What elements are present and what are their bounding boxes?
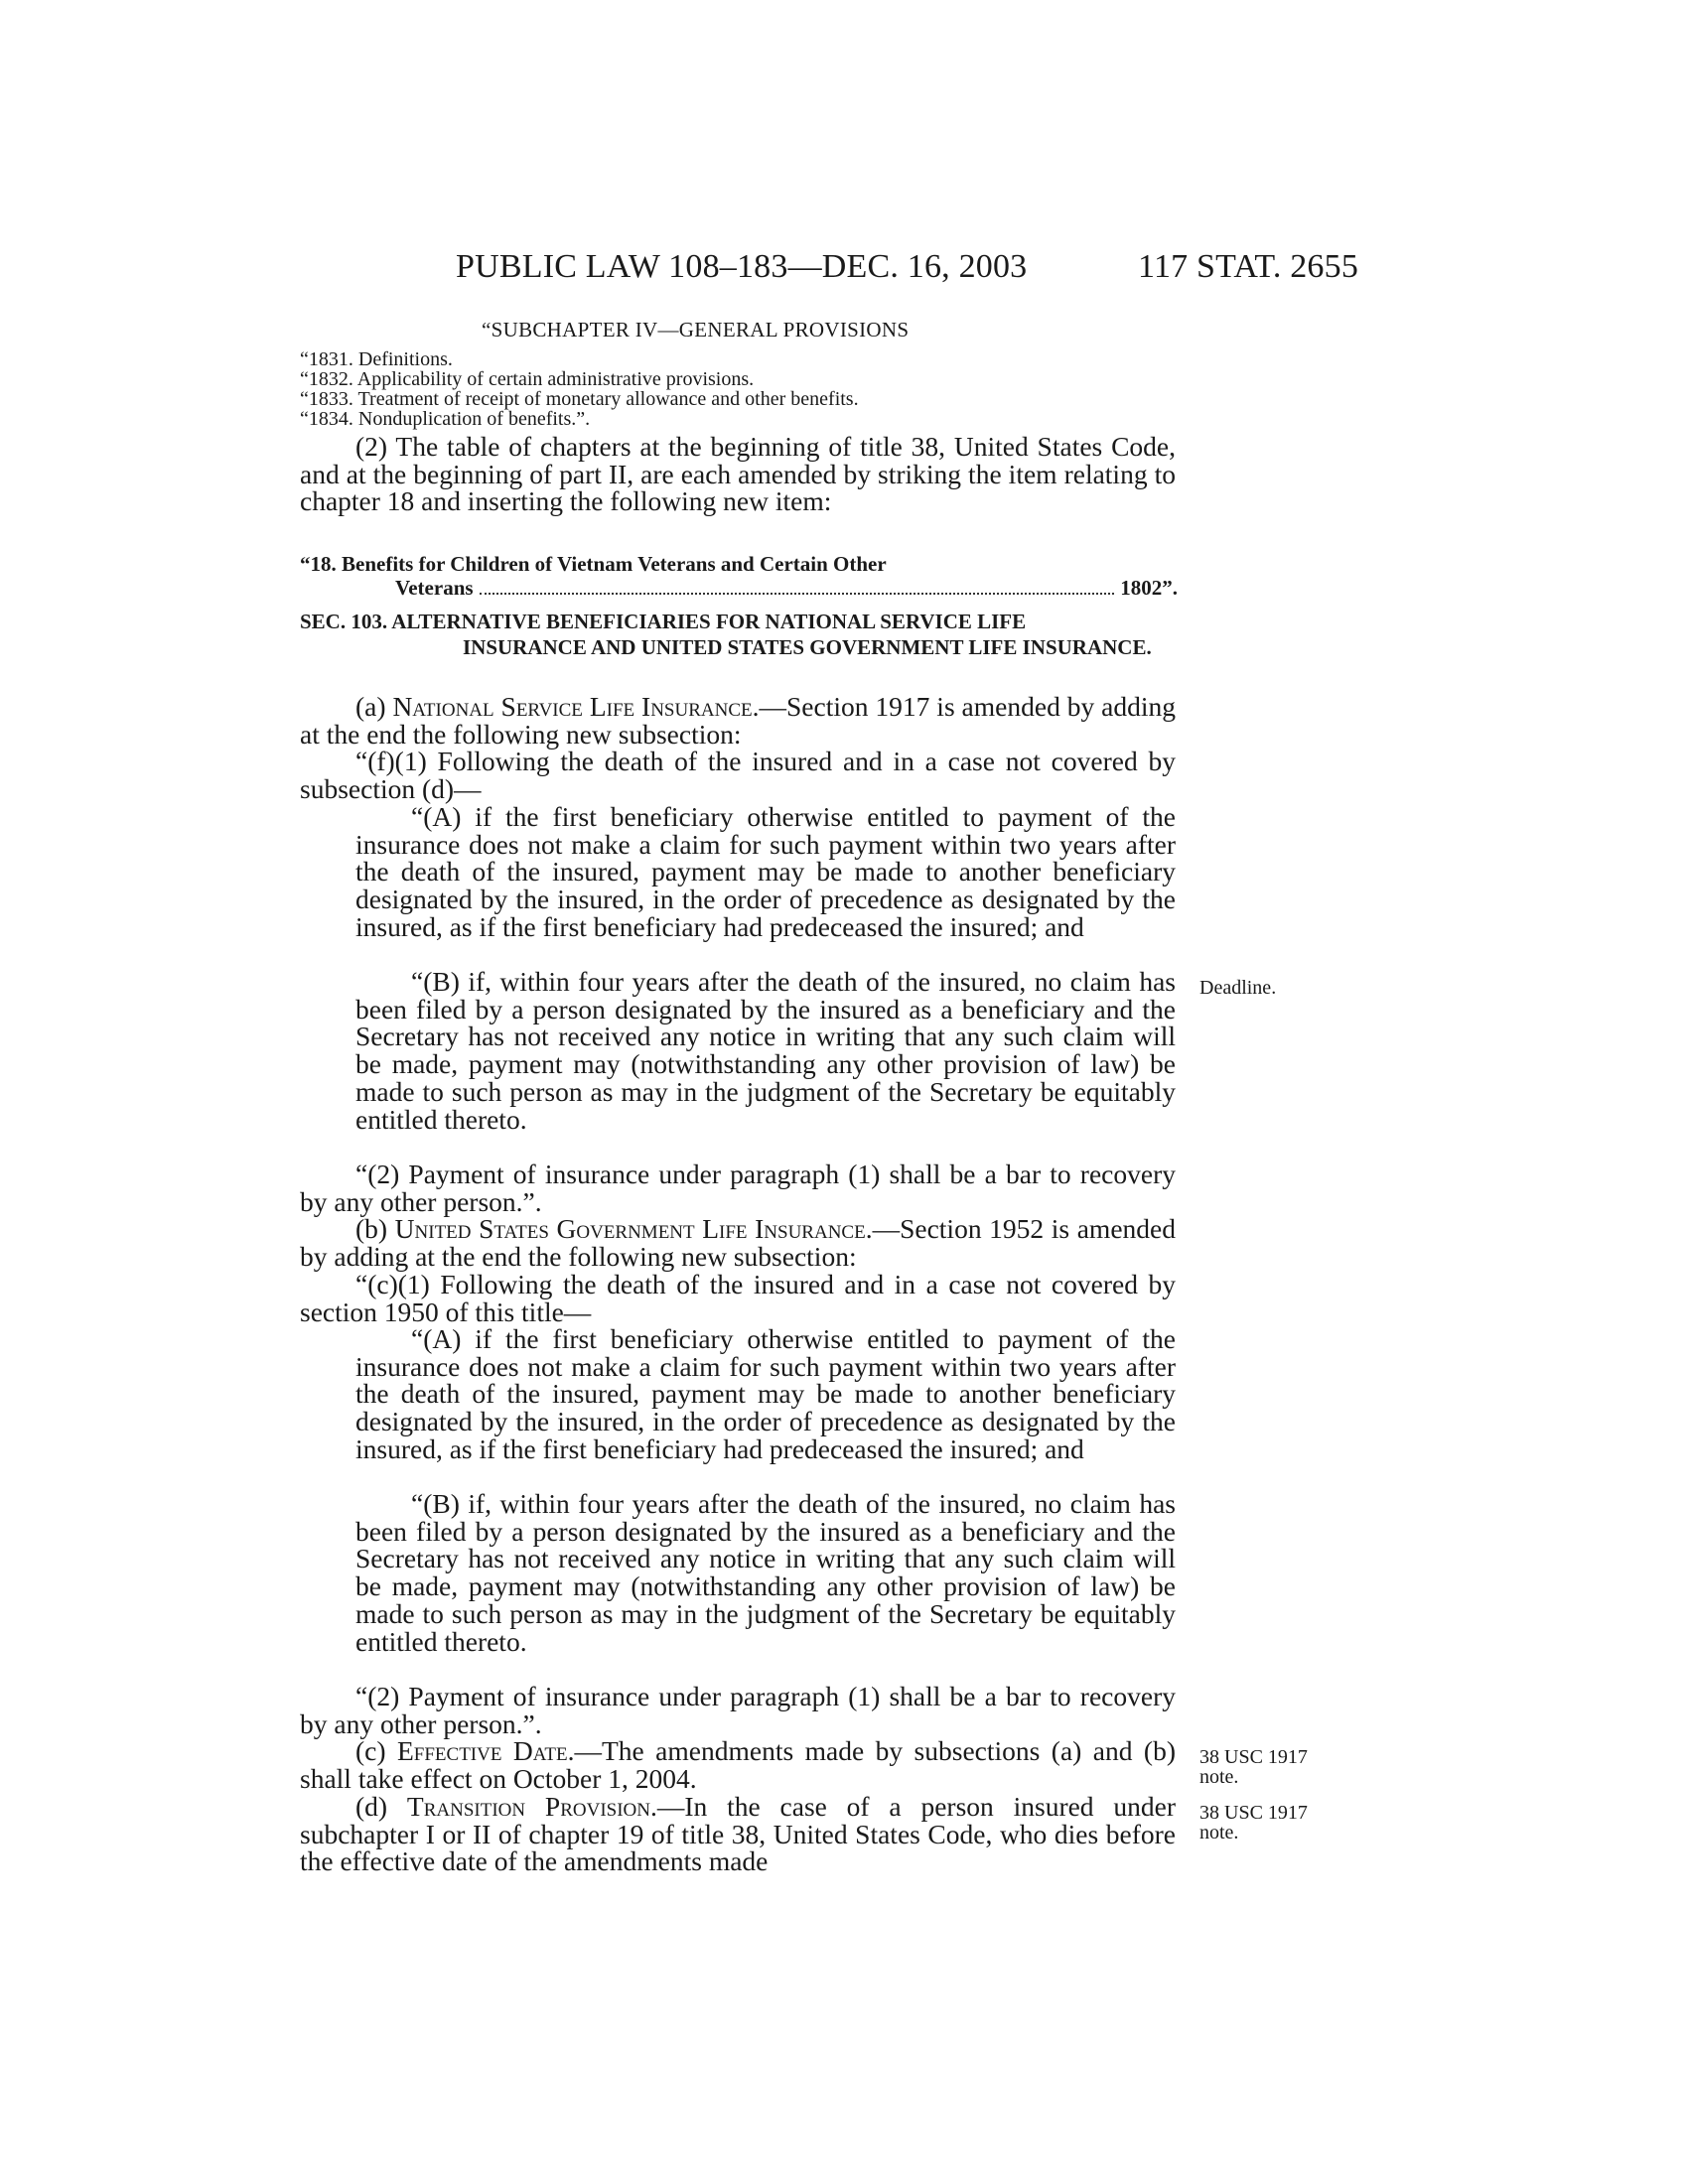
margin-note-usc-2-line1: 38 USC 1917 [1199,1802,1308,1824]
subsection-d-text: .—In the case of a person insured under subchapter I or II of chapter 19 of title 38, United States Code, who dies before the effective date of the amendments made [300,1791,1176,1877]
section-number: SEC. 103. [300,610,388,633]
subsection-f1: “(f)(1) Following the death of the insured and in a case not covered by subsection (d)— [300,746,1176,804]
chapter-item-page: 1802”. [1120,576,1178,600]
paragraph-2: (2) The table of chapters at the beginning of title 38, United States Code, and at the beginning of part II, are each amended by striking the item relating to chapter 18 and inserting the following new item: [300,431,1176,517]
subsection-c-heading: Effective Date [396,1735,568,1766]
subsection-b-label: (b) [355,1213,395,1244]
chapter-item-line1: “18. Benefits for Children of Vietnam Veterans and Certain Other [300,552,887,576]
subsection-d-label: (d) [355,1791,407,1822]
subsection-b-text: .—Section 1952 is amended by adding at the end the following new subsection: [300,1213,1176,1272]
margin-note-usc-1-line2: note. [1199,1766,1239,1788]
subparagraph-cB: “(B) if, within four years after the death of the insured, no claim has been filed by a person designated by the insured as a beneficiary and the Secretary has not received any notice in writing that any such claim will be made, payment may (notwithstanding any other provision of law) be made to such person as may in the judgment of the Secretary be equitably entitled thereto. [355,1488,1176,1657]
subchapter-heading: “SUBCHAPTER IV—GENERAL PROVISIONS [482,318,910,341]
running-header-law: PUBLIC LAW 108–183—DEC. 16, 2003 [456,248,1028,285]
subsection-a-text: .—Section 1917 is amended by adding at the end the following new subsection: [300,691,1176,750]
subsection-c1: “(c)(1) Following the death of the insured and in a case not covered by section 1950 of this title— [300,1269,1176,1327]
subsection-b [300,1215,1176,1270]
chapter-item-title: Veterans [395,576,474,600]
subsection-b-heading: United States Government Life Insurance [394,1213,866,1244]
section-title-rest: INSURANCE AND UNITED STATES GOVERNMENT LIFE INSURANCE. [463,635,1152,659]
margin-note-usc-2 [1199,1803,1308,1843]
subsection-c-label: (c) [355,1735,397,1766]
subsection-a-label: (a) [355,691,393,722]
margin-note-usc-2-line2: note. [1199,1822,1239,1843]
subsection-d-heading: Transition Provision [406,1791,650,1822]
dot-leader [480,593,1115,595]
section-title-first: ALTERNATIVE BENEFICIARIES FOR NATIONAL SERVICE LIFE [391,610,1027,633]
toc-item: “1834. Nonduplication of benefits.”. [300,408,591,430]
margin-note-usc-1-line1: 38 USC 1917 [1199,1746,1308,1768]
margin-note-usc-1 [1199,1747,1308,1787]
subsection-d-transition [300,1793,1176,1875]
subsection-a-heading: National Service Life Insurance [392,691,753,722]
subsection-c2: “(2) Payment of insurance under paragraph (1) shall be a bar to recovery by any other person.”. [300,1681,1176,1739]
subparagraph-fA: “(A) if the first beneficiary otherwise entitled to payment of the insurance does not make a claim for such payment within two years after the death of the insured, payment may be made to another beneficiary designated by the insured, in the order of precedence as designated by the insured, as if the first beneficiary had predeceased the insured; and [355,801,1176,942]
subsection-c-effective-date [300,1737,1176,1792]
subsection-f2: “(2) Payment of insurance under paragraph (1) shall be a bar to recovery by any other person.”. [300,1159,1176,1217]
toc-item: “1833. Treatment of receipt of monetary allowance and other benefits. [300,388,859,410]
margin-note-deadline: Deadline. [1199,977,1277,999]
section-heading [300,609,1176,660]
running-header-stat: 117 STAT. 2655 [1138,248,1359,285]
toc-item: “1831. Definitions. [300,348,453,370]
subparagraph-cA: “(A) if the first beneficiary otherwise entitled to payment of the insurance does not make a claim for such payment within two years after the death of the insured, payment may be made to another beneficiary designated by the insured, in the order of precedence as designated by the insured, as if the first beneficiary had predeceased the insured; and [355,1323,1176,1464]
subparagraph-fB: “(B) if, within four years after the death of the insured, no claim has been filed by a person designated by the insured as a beneficiary and the Secretary has not received any notice in writing that any such claim will be made, payment may (notwithstanding any other provision of law) be made to such person as may in the judgment of the Secretary be equitably entitled thereto. [355,966,1176,1135]
toc-item: “1832. Applicability of certain administrative provisions. [300,368,755,390]
chapter-item-line2 [395,576,1178,601]
subsection-a [300,693,1176,748]
subsection-c-text: .—The amendments made by subsections (a) and (b) shall take effect on October 1, 2004. [300,1735,1176,1794]
